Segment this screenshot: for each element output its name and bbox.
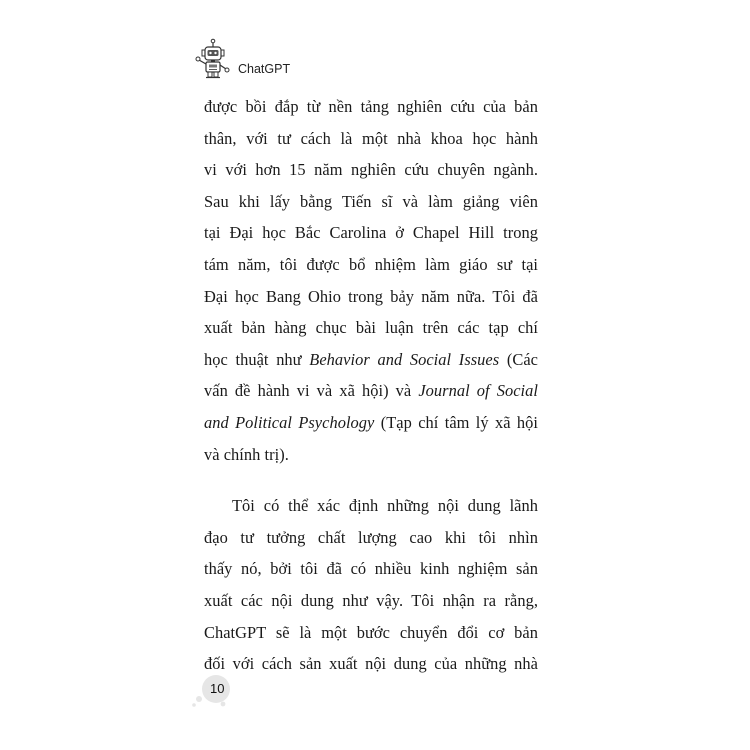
text-line: đối với cách sản xuất nội dung của những nhà: [204, 654, 538, 674]
text-line: Đại học Bang Ohio trong bảy năm nữa. Tôi đã: [204, 286, 538, 306]
text-line: Tôi có thể xác định những nội dung lãnh: [232, 496, 538, 516]
text-line: xuất bản hàng chục bài luận trên các tạp chí: [204, 318, 538, 338]
text-line: thấy nó, bởi tôi đã có nhiều kinh nghiệm sản: [204, 559, 538, 579]
paragraph-2: [204, 490, 538, 680]
page-number: 10: [210, 681, 225, 696]
text-line: ChatGPT sẽ là một bước chuyển đổi cơ bản: [204, 622, 538, 642]
running-header: [193, 38, 290, 80]
text-line: xuất các nội dung như vậy. Tôi nhận ra rằng,: [204, 590, 538, 610]
text-line: đạo tư tưởng chất lượng cao khi tôi nhìn: [204, 527, 538, 547]
body-text: [204, 91, 538, 680]
text-line: and Political Psychology (Tạp chí tâm lý xã hội: [204, 412, 538, 432]
text-line: vấn đề hành vi và xã hội) và Journal of Social: [204, 381, 538, 401]
text-line: học thuật như Behavior and Social Issues (Các: [204, 349, 538, 369]
header-brand: ChatGPT: [238, 62, 291, 76]
journal-title: Journal of Social: [418, 381, 538, 401]
text-line: Sau khi lấy bằng Tiến sĩ và làm giảng viên: [204, 191, 538, 211]
journal-title: Behavior and Social Issues: [309, 349, 500, 369]
text-line: tám năm, tôi được bổ nhiệm làm giáo sư tại: [204, 254, 538, 274]
journal-title: and Political Psychology: [204, 412, 375, 432]
text-line: và chính trị).: [204, 444, 289, 464]
page-number-badge: [190, 672, 238, 710]
text-line: được bồi đắp từ nền tảng nghiên cứu của bản: [204, 97, 538, 116]
paragraph-1: [204, 91, 538, 470]
text-line: vi với hơn 15 năm nghiên cứu chuyên ngành.: [204, 160, 538, 180]
text-line: thân, với tư cách là một nhà khoa học hành: [204, 128, 538, 148]
text-line: tại Đại học Bắc Carolina ở Chapel Hill trong: [204, 223, 538, 243]
robot-icon: [193, 38, 233, 80]
